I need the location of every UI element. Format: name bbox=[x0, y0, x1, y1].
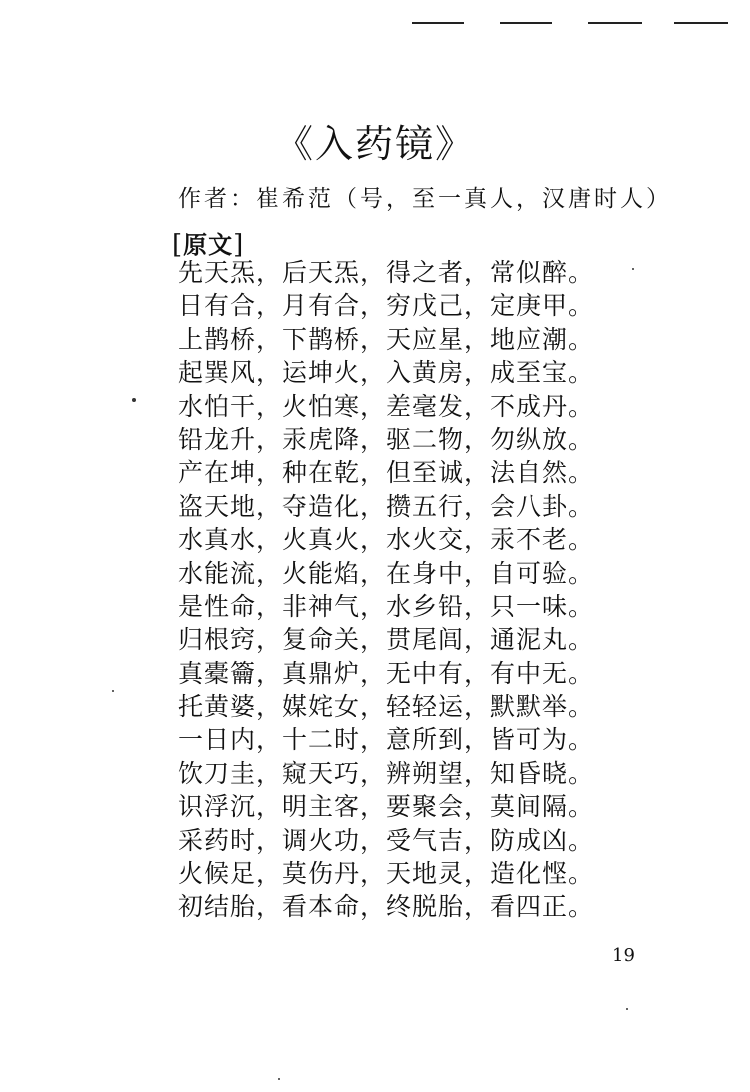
verse-line: 一日内，十二时，意所到，皆可为。 bbox=[178, 725, 595, 755]
verse-line: 初结胎，看本命，终脱胎，看四正。 bbox=[178, 892, 595, 922]
section-label-open-bracket: [ bbox=[172, 230, 184, 260]
verse-line: 托黄婆，媒姹女，轻轻运，默默举。 bbox=[178, 692, 595, 722]
verse-line: 采药时，调火功，受气吉，防成凶。 bbox=[178, 825, 595, 855]
header-rules bbox=[412, 22, 742, 26]
section-label-close-bracket: ] bbox=[233, 230, 245, 260]
scan-speck bbox=[632, 268, 634, 270]
author-line: 作者：崔希范（号，至一真人，汉唐时人） bbox=[178, 186, 672, 212]
verse-list bbox=[178, 256, 598, 924]
header-rule bbox=[412, 22, 464, 24]
verse-line: 水怕干，火怕寒，差毫发，不成丹。 bbox=[178, 391, 595, 421]
header-rule bbox=[588, 22, 642, 24]
verse-line: 识浮沉，明主客，要聚会，莫间隔。 bbox=[178, 792, 595, 822]
verse-line: 水真水，火真火，水火交，汞不老。 bbox=[178, 525, 595, 555]
verse-line: 上鹊桥，下鹊桥，天应星，地应潮。 bbox=[178, 324, 595, 354]
verse-line: 水能流，火能焰，在身中，自可验。 bbox=[178, 558, 595, 588]
verse-line: 是性命，非神气，水乡铅，只一味。 bbox=[178, 591, 595, 621]
page-title: 《入药镜》 bbox=[274, 122, 475, 166]
verse-line: 真橐籥，真鼎炉，无中有，有中无。 bbox=[178, 658, 595, 688]
scan-speck bbox=[626, 1008, 628, 1010]
page-number: 19 bbox=[612, 945, 635, 966]
section-label-text: 原文 bbox=[183, 230, 234, 259]
verse-line: 日有合，月有合，穷戊己，定庚甲。 bbox=[178, 291, 595, 321]
header-rule bbox=[500, 22, 552, 24]
verse-line: 归根窍，复命关，贯尾闾，通泥丸。 bbox=[178, 625, 595, 655]
verse-line: 饮刀圭，窥天巧，辨朔望，知昏晓。 bbox=[178, 758, 595, 788]
verse-line: 铅龙升，汞虎降，驱二物，勿纵放。 bbox=[178, 424, 595, 454]
header-rule bbox=[674, 22, 728, 24]
scan-speck bbox=[132, 398, 136, 402]
verse-line: 火候足，莫伤丹，天地灵，造化悭。 bbox=[178, 859, 595, 889]
verse-line: 起巽风，运坤火，入黄房，成至宝。 bbox=[178, 358, 595, 388]
scan-speck bbox=[112, 690, 114, 692]
verse-line: 盗天地，夺造化，攒五行，会八卦。 bbox=[178, 491, 595, 521]
verse-line: 先天炁，后天炁，得之者，常似醉。 bbox=[178, 258, 595, 287]
verse-line: 产在坤，种在乾，但至诚，法自然。 bbox=[178, 458, 595, 488]
scan-speck bbox=[278, 1078, 280, 1080]
